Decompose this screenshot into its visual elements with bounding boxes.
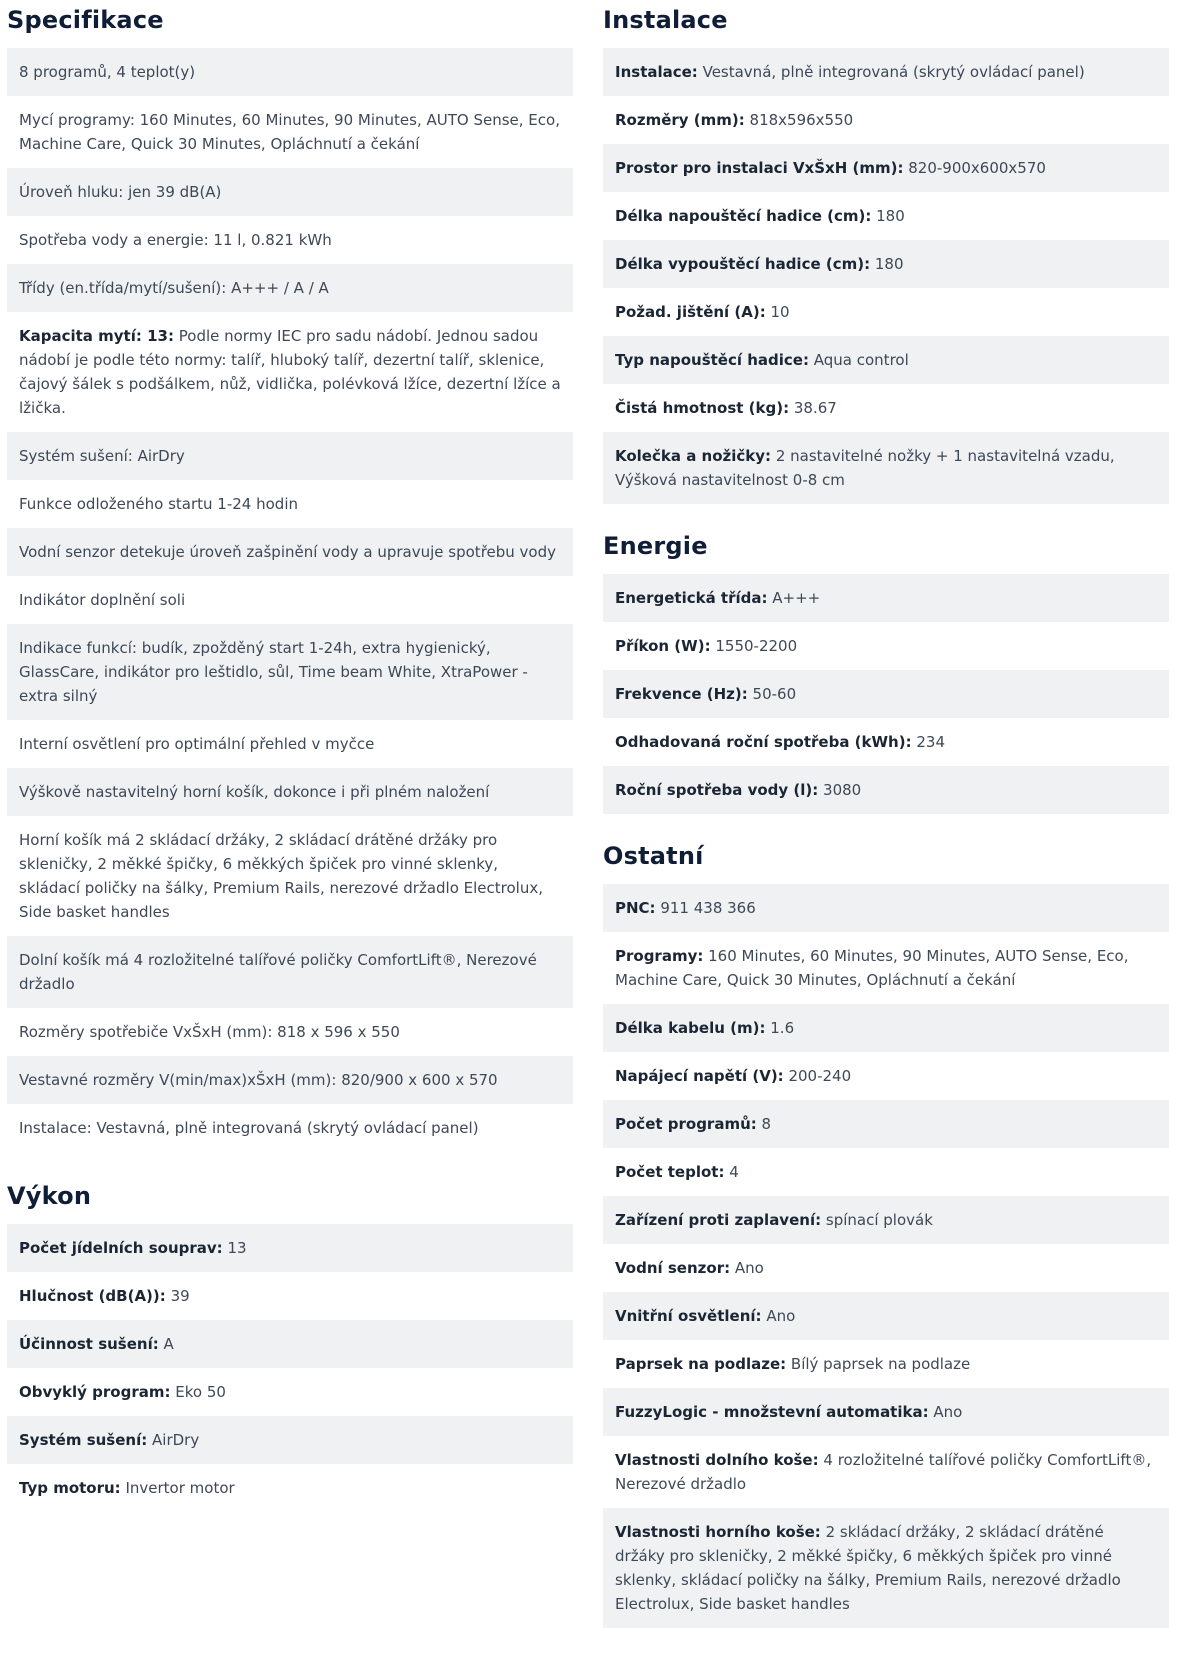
spec-value: Bílý paprsek na podlaze <box>790 1355 971 1373</box>
spec-row <box>7 576 573 624</box>
spec-value: A+++ <box>772 589 821 607</box>
spec-row <box>603 144 1169 192</box>
spec-value: spínací plovák <box>825 1211 933 1229</box>
spec-value: 2 skládací držáky, 2 skládací drátěné držáky pro skleničky, 2 měkké špičky, 6 měkkých špiček pro vinné sklenky, skládací poličky na šálky, Premium Rails, nerezové držadlo Electrolux, Side basket handles <box>615 1523 1121 1613</box>
spec-label: Počet teplot: <box>615 1163 725 1181</box>
spec-label: Energetická třída: <box>615 589 768 607</box>
spec-label: Kapacita mytí: 13: <box>19 327 174 345</box>
spec-label: Délka kabelu (m): <box>615 1019 766 1037</box>
spec-label: Typ motoru: <box>19 1479 121 1497</box>
spec-row <box>603 1292 1169 1340</box>
spec-row <box>603 574 1169 622</box>
spec-label: Délka napouštěcí hadice (cm): <box>615 207 872 225</box>
spec-label: Délka vypouštěcí hadice (cm): <box>615 255 871 273</box>
spec-row <box>603 288 1169 336</box>
spec-row <box>603 670 1169 718</box>
spec-label: Vodní senzor: <box>615 1259 731 1277</box>
spec-label: Požad. jištění (A): <box>615 303 766 321</box>
spec-row <box>603 718 1169 766</box>
spec-row <box>603 1340 1169 1388</box>
spec-label: Rozměry (mm): <box>615 111 745 129</box>
spec-label: Instalace: <box>615 63 698 81</box>
spec-value: 180 <box>874 255 904 273</box>
spec-value: 10 <box>770 303 790 321</box>
spec-row <box>7 1104 573 1152</box>
spec-value: 39 <box>170 1287 190 1305</box>
spec-value: 1550-2200 <box>715 637 798 655</box>
spec-text: Horní košík má 2 skládací držáky, 2 skládací drátěné držáky pro skleničky, 2 měkké špičky, 6 měkkých špiček pro vinné sklenky, skládací poličky na šálky, Premium Rails, nerezové držadlo Electrolux, Side basket handles <box>19 831 543 921</box>
spec-list-instalace <box>603 48 1169 504</box>
spec-value: Eko 50 <box>175 1383 226 1401</box>
spec-value: 4 rozložitelné talířové poličky ComfortLift®, Nerezové držadlo <box>615 1451 1152 1493</box>
spec-label: Programy: <box>615 947 704 965</box>
spec-label: Obvyklý program: <box>19 1383 171 1401</box>
spec-row <box>603 1148 1169 1196</box>
spec-row <box>7 1368 573 1416</box>
spec-list-energie <box>603 574 1169 814</box>
spec-row <box>7 48 573 96</box>
spec-label: Typ napouštěcí hadice: <box>615 351 809 369</box>
spec-value: 4 <box>729 1163 739 1181</box>
spec-row <box>7 528 573 576</box>
spec-value: 2 nastavitelné nožky + 1 nastavitelná vzadu, Výšková nastavitelnost 0-8 cm <box>615 447 1115 489</box>
spec-row <box>603 384 1169 432</box>
spec-row <box>603 96 1169 144</box>
spec-label: Vlastnosti dolního koše: <box>615 1451 819 1469</box>
spec-value: 13 <box>227 1239 247 1257</box>
left-column <box>7 0 573 1512</box>
spec-label: Odhadovaná roční spotřeba (kWh): <box>615 733 912 751</box>
spec-label: Hlučnost (dB(A)): <box>19 1287 166 1305</box>
spec-label: Příkon (W): <box>615 637 711 655</box>
spec-row <box>603 1100 1169 1148</box>
spec-label: Účinnost sušení: <box>19 1335 159 1353</box>
section-title-ostatni: Ostatní <box>603 842 704 870</box>
spec-value: Aqua control <box>813 351 909 369</box>
spec-row <box>603 192 1169 240</box>
spec-value: Invertor motor <box>125 1479 235 1497</box>
spec-label: Prostor pro instalaci VxŠxH (mm): <box>615 159 904 177</box>
spec-text: Funkce odloženého startu 1-24 hodin <box>19 495 298 513</box>
spec-label: Roční spotřeba vody (l): <box>615 781 819 799</box>
spec-value: Ano <box>933 1403 963 1421</box>
spec-text: Indikace funkcí: budík, zpožděný start 1-24h, extra hygienický, GlassCare, indikátor pro leštidlo, sůl, Time beam White, XtraPower - extra silný <box>19 639 528 705</box>
spec-row <box>603 1244 1169 1292</box>
spec-value: 3080 <box>823 781 862 799</box>
spec-label: PNC: <box>615 899 656 917</box>
spec-label: Zařízení proti zaplavení: <box>615 1211 822 1229</box>
spec-text: Interní osvětlení pro optimální přehled v myčce <box>19 735 375 753</box>
spec-value: 38.67 <box>793 399 837 417</box>
spec-row <box>7 816 573 936</box>
spec-row <box>603 622 1169 670</box>
section-title-energie: Energie <box>603 532 708 560</box>
spec-row <box>603 336 1169 384</box>
spec-row <box>7 96 573 168</box>
spec-value: 911 438 366 <box>660 899 756 917</box>
right-column <box>603 0 1169 1628</box>
spec-list-ostatni <box>603 884 1169 1628</box>
spec-value: AirDry <box>152 1431 200 1449</box>
spec-row <box>7 1224 573 1272</box>
spec-label: Kolečka a nožičky: <box>615 447 772 465</box>
spec-value: 180 <box>876 207 905 225</box>
section-title-instalace: Instalace <box>603 6 728 34</box>
spec-label: Napájecí napětí (V): <box>615 1067 784 1085</box>
spec-label: Čistá hmotnost (kg): <box>615 399 790 417</box>
spec-value: 1.6 <box>770 1019 795 1037</box>
section-title-specifikace: Specifikace <box>7 6 164 34</box>
spec-text: Systém sušení: AirDry <box>19 447 185 465</box>
spec-label: Počet jídelních souprav: <box>19 1239 223 1257</box>
spec-value: 160 Minutes, 60 Minutes, 90 Minutes, AUTO Sense, Eco, Machine Care, Quick 30 Minutes, Opláchnutí a čekání <box>615 947 1129 989</box>
spec-label: FuzzyLogic - množstevní automatika: <box>615 1403 929 1421</box>
spec-label: Počet programů: <box>615 1115 757 1133</box>
spec-value: Ano <box>734 1259 764 1277</box>
spec-value: 8 <box>761 1115 772 1133</box>
spec-text: Dolní košík má 4 rozložitelné talířové poličky ComfortLift®, Nerezové držadlo <box>19 951 537 993</box>
spec-row <box>7 1464 573 1512</box>
spec-text: Spotřeba vody a energie: 11 l, 0.821 kWh <box>19 231 332 249</box>
spec-value: 50-60 <box>752 685 797 703</box>
spec-row <box>7 1008 573 1056</box>
spec-row <box>603 1508 1169 1628</box>
spec-row <box>603 1004 1169 1052</box>
spec-text: Úroveň hluku: jen 39 dB(A) <box>19 183 222 201</box>
spec-list-vykon <box>7 1224 573 1512</box>
spec-row <box>603 1436 1169 1508</box>
spec-value: 820-900x600x570 <box>908 159 1046 177</box>
spec-text: Instalace: Vestavná, plně integrovaná (skrytý ovládací panel) <box>19 1119 479 1137</box>
spec-text: Třídy (en.třída/mytí/sušení): A+++ / A / A <box>19 279 329 297</box>
spec-row <box>7 624 573 720</box>
spec-row <box>7 768 573 816</box>
spec-row <box>7 312 573 432</box>
spec-row <box>7 720 573 768</box>
spec-row <box>7 936 573 1008</box>
section-title-vykon: Výkon <box>7 1182 92 1210</box>
spec-value: Podle normy IEC pro sadu nádobí. Jednou sadou nádobí je podle této normy: talíř, hluboký talíř, dezertní talíř, sklenice, čajový šálek s podšálkem, nůž, vidlička, polévková lžíce, dezertní lžíce a lžička. <box>19 327 561 417</box>
spec-list-specifikace <box>7 48 573 1152</box>
spec-value: Vestavná, plně integrovaná (skrytý ovládací panel) <box>702 63 1085 81</box>
spec-row <box>7 1416 573 1464</box>
spec-value: 200-240 <box>788 1067 852 1085</box>
spec-text: 8 programů, 4 teplot(y) <box>19 63 196 81</box>
spec-row <box>7 1272 573 1320</box>
spec-row <box>603 932 1169 1004</box>
spec-text: Mycí programy: 160 Minutes, 60 Minutes, 90 Minutes, AUTO Sense, Eco, Machine Care, Quick 30 Minutes, Opláchnutí a čekání <box>19 111 560 153</box>
spec-row <box>603 766 1169 814</box>
spec-row <box>7 1320 573 1368</box>
spec-row <box>603 432 1169 504</box>
spec-row <box>7 264 573 312</box>
spec-row <box>603 1052 1169 1100</box>
spec-label: Systém sušení: <box>19 1431 148 1449</box>
spec-text: Indikátor doplnění soli <box>19 591 186 609</box>
spec-value: A <box>163 1335 174 1353</box>
spec-text: Výškově nastavitelný horní košík, dokonce i při plném naložení <box>19 783 490 801</box>
spec-row <box>7 432 573 480</box>
spec-label: Vnitřní osvětlení: <box>615 1307 762 1325</box>
spec-text: Vodní senzor detekuje úroveň zašpinění vody a upravuje spotřebu vody <box>19 543 557 561</box>
spec-row <box>603 240 1169 288</box>
spec-row <box>603 48 1169 96</box>
spec-row <box>603 884 1169 932</box>
spec-value: Ano <box>766 1307 796 1325</box>
spec-row <box>7 216 573 264</box>
spec-row <box>603 1388 1169 1436</box>
spec-value: 818x596x550 <box>749 111 854 129</box>
spec-text: Vestavné rozměry V(min/max)xŠxH (mm): 820/900 x 600 x 570 <box>19 1071 498 1089</box>
spec-row <box>603 1196 1169 1244</box>
spec-label: Paprsek na podlaze: <box>615 1355 787 1373</box>
spec-row <box>7 480 573 528</box>
spec-row <box>7 1056 573 1104</box>
spec-text: Rozměry spotřebiče VxŠxH (mm): 818 x 596 x 550 <box>19 1023 400 1041</box>
spec-label: Vlastnosti horního koše: <box>615 1523 821 1541</box>
spec-value: 234 <box>916 733 946 751</box>
spec-label: Frekvence (Hz): <box>615 685 748 703</box>
spec-row <box>7 168 573 216</box>
